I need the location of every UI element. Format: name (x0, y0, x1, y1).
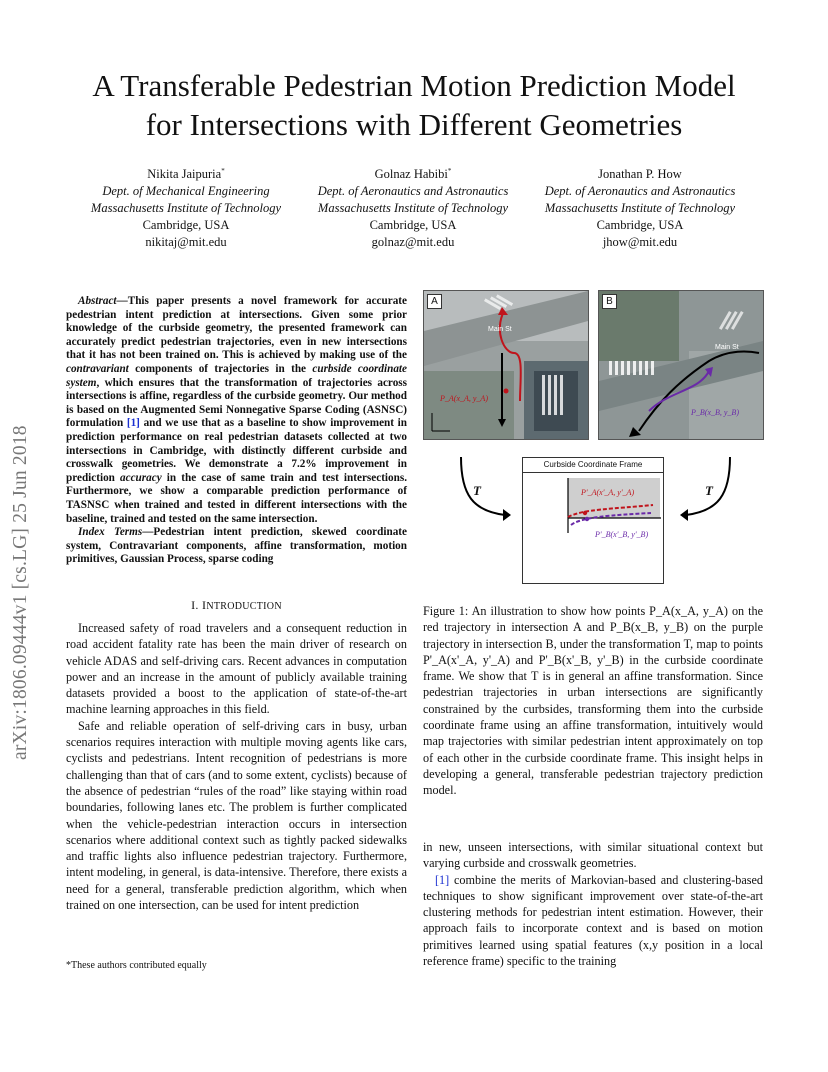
label-pb-prime: P'_B(x'_B, y'_B) (595, 530, 649, 539)
panel-b-image (599, 291, 763, 439)
section-heading: I. INTRODUCTION (191, 598, 282, 612)
author-inst: Massachusetts Institute of Technology (90, 201, 282, 216)
panel-b-aerial (598, 290, 764, 440)
body-left-column (66, 620, 407, 913)
curbside-frame-plot (523, 473, 663, 581)
author-mark: * (221, 167, 225, 175)
author-block-1 (71, 163, 301, 251)
abstract-emphasis: accuracy (120, 471, 162, 484)
footnote: *These authors contributed equally (66, 960, 207, 971)
transform-arrow-left (453, 455, 513, 525)
arxiv-stamp: arXiv:1806.09444v1 [cs.LG] 25 Jun 2018 (10, 425, 31, 760)
author-block-2 (298, 163, 528, 251)
curbside-frame-title: Curbside Coordinate Frame (523, 458, 663, 473)
index-terms-text: —Pedestrian intent prediction, skewed coordinate system, Contravariant components, affine transformation, motion primitives, Gaussian Process, sparse coding (66, 526, 407, 566)
author-email[interactable]: golnaz@mit.edu (371, 235, 455, 250)
figure-1 (423, 285, 763, 585)
abstract-text: in the case of same train and test intersections. Furthermore, we show a comparable prediction performance of TASNSC when trained and tested in different intersections with the baseline, trained and tested on the same intersection. (66, 471, 407, 525)
author-dept: Dept. of Aeronautics and Astronautics (317, 184, 509, 199)
abstract-emphasis: curbside coordinate system (66, 362, 407, 389)
author-inst: Massachusetts Institute of Technology (544, 201, 736, 216)
paragraph: [1] combine the merits of Markovian-based and clustering-based techniques to show significant improvement over state-of-the-art clustering methods for pedestrian intent estimation. However, their approach fails to incorporate context and is based on motion primitives learned using spatial features (x,y position in a local reference frame) specific to the training (423, 872, 763, 969)
author-name: Jonathan P. How (598, 167, 682, 182)
citation-link[interactable]: [1] (435, 872, 450, 887)
transform-symbol-left: T (473, 483, 481, 498)
author-mark: * (447, 167, 452, 175)
paragraph: in new, unseen intersections, with similar situational context but varying curbside and crosswalk geometries. (423, 840, 763, 871)
street-label-b: Main St (715, 344, 739, 351)
panel-a-image (424, 291, 588, 439)
transform-symbol-right: T (705, 483, 713, 498)
body-right-column (423, 839, 763, 969)
panel-label-a: A (427, 294, 442, 309)
panel-a-aerial (423, 290, 589, 440)
panel-label-b: B (602, 294, 617, 309)
author-name: Nikita Jaipuria (147, 167, 222, 182)
author-email[interactable]: nikitaj@mit.edu (145, 235, 227, 250)
author-name: Golnaz Habibi (374, 167, 448, 182)
curbside-frame (522, 457, 664, 584)
author-city: Cambridge, USA (369, 218, 457, 233)
author-city: Cambridge, USA (596, 218, 684, 233)
abstract-text: —This paper presents a novel framework for accurate pedestrian intent prediction at intersections. Given some prior knowledge of the curbside geometry, the presented framework can accurately predict pedestrian trajectories, even in new intersections that it has not been trained on. This is achieved by making use of the (66, 295, 407, 362)
index-terms-label: Index Terms (78, 526, 143, 539)
paragraph: Safe and reliable operation of self-driving cars in busy, urban scenarios requires interaction with multiple moving agents like cars, cyclists and pedestrians. Intent recognition of pedestrians is more challenging than that of cars (and to some extent, cyclists) because of the absence of pedestrian “rules of the road” like staying within road boundaries, following lanes etc. The problem is further complicated when the vehicle-pedestrian interaction occurs in intersection scenarios where additional context such as tightly packed sidewalks and traffic lights also influence pedestrian trajectory. Furthermore, intent modeling, in general, is data-intensive. Therefore, there exists a need for a general, transferable prediction algorithm, which when trained on one intersection, can be used for intent prediction (66, 718, 407, 913)
abstract-text: and we use that as a baseline to show improvement in prediction performance on real pedestrian datasets collected at two intersections in Cambridge, with distinctly different curbside and crosswalk geometries. We demonstrate a 7.2% improvement in prediction (66, 417, 407, 484)
author-email[interactable]: jhow@mit.edu (602, 235, 678, 250)
citation-link[interactable]: [1] (126, 417, 140, 430)
abstract (66, 295, 407, 567)
street-label-a: Main St (488, 326, 512, 333)
abstract-text: , which ensures that the transformation of trajectories across intersections is affine, regardless of the curbside geometry. Our method is based on the Augmented Semi Nonnegative Sparse Coding (ASNSC) formulation (66, 376, 407, 430)
abstract-label: Abstract (78, 295, 117, 307)
author-inst: Massachusetts Institute of Technology (317, 201, 509, 216)
label-pb: P_B(x_B, y_B) (691, 408, 739, 417)
figure-caption: Figure 1: An illustration to show how points P_A(x_A, y_A) on the red trajectory in intersection A and P_B(x_B, y_B) on the purple trajectory in intersection B, under the transformation T, map to points P'_A(x'_A, y'_A) and P'_B(x'_B, y'_B) in the curbside coordinate frame. We show that T is in general an affine transformation. Since pedestrian trajectories in urban intersections are significantly constrained by the curbsides, transforming them into the curbside coordinate frame using an affine transformation, intuitively would map trajectories with similar pedestrian intent approximately on top of each other in the curbside coordinate frame. This insight helps in developing a general, transferable pedestrian trajectory prediction model. (423, 604, 763, 798)
abstract-text: components of trajectories in the (128, 362, 313, 375)
author-dept: Dept. of Mechanical Engineering (102, 184, 270, 199)
author-dept: Dept. of Aeronautics and Astronautics (544, 184, 736, 199)
label-pa-prime: P'_A(x'_A, y'_A) (581, 488, 635, 497)
paragraph: Increased safety of road travelers and a consequent reduction in road accident fatality rate has been the main driver of research on vehicle ADAS and self-driving cars. Recent advances in computation power and an increase in the amount of publicly available training datasets provided a boost to the application of state-of-the-art machine learning approaches in this field. (66, 621, 407, 717)
title-line-1: A Transferable Pedestrian Motion Prediction Model (92, 68, 736, 103)
author-block-3 (525, 163, 755, 251)
paper-title (40, 66, 788, 144)
label-pa: P_A(x_A, y_A) (440, 394, 488, 403)
author-city: Cambridge, USA (142, 218, 230, 233)
abstract-emphasis: contravariant (66, 362, 129, 375)
title-line-2: for Intersections with Different Geometries (145, 107, 683, 142)
